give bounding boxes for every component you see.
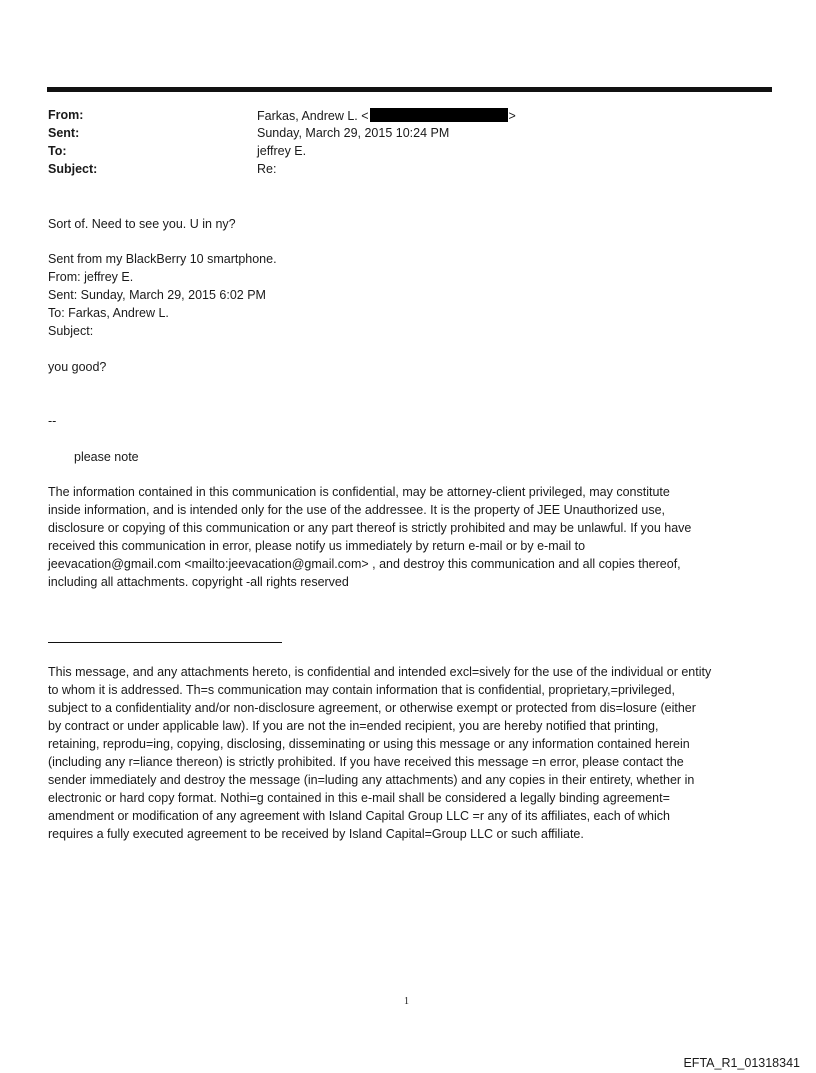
- bates-number: EFTA_R1_01318341: [683, 1056, 800, 1070]
- from-value-end: >: [508, 109, 516, 123]
- disclaimer-line: including all attachments. copyright -all rights reserved: [48, 575, 349, 589]
- from-label: From:: [48, 108, 84, 122]
- footer-line: to whom it is addressed. Th=s communication may contain information that is confidential, proprietary,=privileged,: [48, 683, 675, 697]
- footer-line: subject to a confidentiality and/or non-disclosure agreement, or otherwise exempt or protected from dis=losure (either: [48, 701, 696, 715]
- disclaimer-line: jeevacation@gmail.com <mailto:jeevacation@gmail.com> , and destroy this communication and all copies thereof,: [48, 557, 681, 571]
- reply-text: Sort of. Need to see you. U in ny?: [48, 217, 236, 231]
- subject-value: Re:: [257, 162, 277, 176]
- signature-text: Sent from my BlackBerry 10 smartphone.: [48, 252, 277, 266]
- from-name: Farkas, Andrew L. <: [257, 109, 369, 123]
- footer-line: requires a fully executed agreement to be received by Island Capital=Group LLC or such affiliate.: [48, 827, 584, 841]
- disclaimer-line: received this communication in error, please notify us immediately by return e-mail or by e-mail to: [48, 539, 586, 553]
- subject-label: Subject:: [48, 162, 98, 176]
- disclaimer-line: The information contained in this communication is confidential, may be attorney-client privileged, may constitute: [48, 485, 670, 499]
- footer-divider: [48, 642, 282, 643]
- footer-line: by contract or under applicable law). If you are not the in=ended recipient, you are hereby notified that printing,: [48, 719, 659, 733]
- quoted-message: you good?: [48, 360, 107, 374]
- redaction-box: [370, 108, 508, 122]
- footer-line: sender immediately and destroy the message (in=luding any attachments) and any copies in their entirety, whether in: [48, 773, 695, 787]
- to-label: To:: [48, 144, 67, 158]
- sent-label: Sent:: [48, 126, 80, 140]
- to-value: jeffrey E.: [257, 144, 307, 158]
- quoted-subject: Subject:: [48, 324, 94, 338]
- page-number: 1: [404, 996, 409, 1007]
- quoted-sent: Sent: Sunday, March 29, 2015 6:02 PM: [48, 288, 266, 302]
- quoted-to: To: Farkas, Andrew L.: [48, 306, 169, 320]
- footer-line: retaining, reprodu=ing, copying, disclosing, disseminating or using this message or any information contained herein: [48, 737, 690, 751]
- footer-line: electronic or hard copy format. Nothi=g contained in this e-mail shall be considered a legally binding agreement=: [48, 791, 670, 805]
- footer-line: This message, and any attachments hereto, is confidential and intended excl=sively for the use of the individual or entity: [48, 665, 712, 679]
- disclaimer-line: inside information, and is intended only for the use of the addressee. It is the property of JEE Unauthorized use,: [48, 503, 666, 517]
- disclaimer-line: disclosure or copying of this communication or any part thereof is strictly prohibited and may be unlawful. If you have: [48, 521, 692, 535]
- from-value: [257, 108, 516, 123]
- sent-value: Sunday, March 29, 2015 10:24 PM: [257, 126, 450, 140]
- footer-line: amendment or modification of any agreement with Island Capital Group LLC =r any of its affiliates, each of which: [48, 809, 670, 823]
- please-note-text: please note: [74, 450, 139, 464]
- quoted-from: From: jeffrey E.: [48, 270, 134, 284]
- header-rule: [47, 87, 772, 92]
- separator-text: --: [48, 414, 57, 428]
- footer-line: (including any r=liance thereon) is strictly prohibited. If you have received this message =n error, please contact the: [48, 755, 684, 769]
